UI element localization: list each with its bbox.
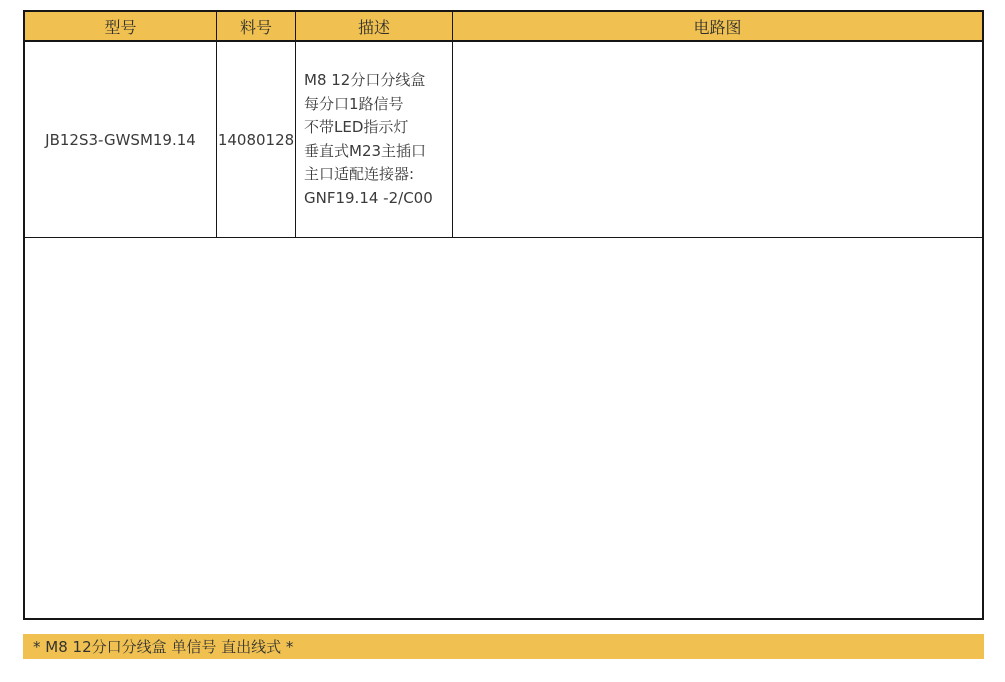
description-line: 不带LED指示灯 <box>304 118 409 136</box>
description-line: M8 12分口分线盒 <box>304 71 426 89</box>
header-cell-part-no: 料号 <box>217 12 296 42</box>
description-line: GNF19.14 -2/C00 <box>304 188 433 207</box>
circuit-cell <box>453 42 982 238</box>
description-cell <box>296 42 453 238</box>
header-cell-model: 型号 <box>25 12 217 42</box>
header-cell-circuit: 电路图 <box>453 12 982 42</box>
footer-note-text: * M8 12分口分线盒 单信号 直出线式 * <box>33 638 294 656</box>
header-cell-description: 描述 <box>296 12 453 42</box>
part-no-cell: 14080128 <box>217 42 296 238</box>
model-cell: JB12S3-GWSM19.14 <box>25 42 217 238</box>
description-line: 垂直式M23主插口 <box>304 141 427 160</box>
footer-note <box>23 634 984 659</box>
description-line: 主口适配连接器: <box>304 165 415 183</box>
description-line: 每分口1路信号 <box>304 94 404 113</box>
product-spec-table <box>23 10 984 620</box>
